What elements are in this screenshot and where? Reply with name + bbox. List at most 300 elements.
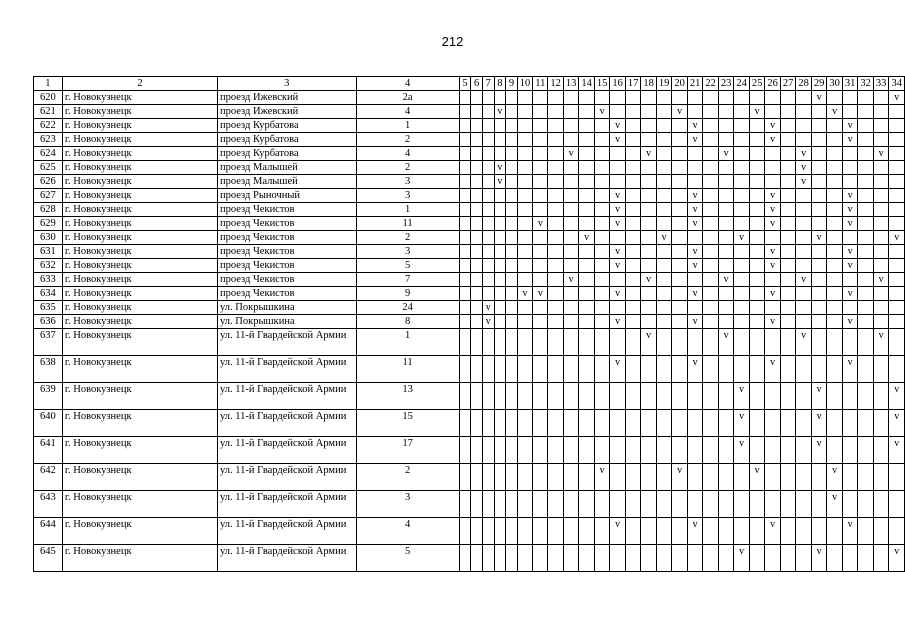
mark-cell [672,383,688,410]
row-number: 627 [34,189,63,203]
mark-cell [517,301,533,315]
mark-cell [533,119,548,133]
mark-cell [827,410,843,437]
mark-cell [459,105,471,119]
mark-cell [718,203,734,217]
mark-cell [889,161,905,175]
table-row [34,133,905,147]
mark-cell [656,315,672,329]
mark-cell [533,315,548,329]
mark-cell [471,259,483,273]
mark-cell [749,161,765,175]
mark-cell-checked: v [718,147,734,161]
mark-cell [594,133,610,147]
mark-cell [625,464,641,491]
city-cell: г. Новокузнецк [62,203,217,217]
mark-cell [494,245,506,259]
mark-cell [459,545,471,572]
mark-cell [471,175,483,189]
mark-cell [687,175,703,189]
row-number: 644 [34,518,63,545]
mark-cell [625,105,641,119]
mark-cell [471,545,483,572]
mark-cell [858,161,874,175]
mark-cell [579,410,595,437]
mark-cell [579,91,595,105]
mark-cell [656,491,672,518]
mark-cell [506,231,518,245]
mark-cell [494,287,506,301]
mark-cell [672,259,688,273]
mark-cell [734,287,750,301]
mark-cell [749,91,765,105]
mark-cell [656,147,672,161]
table-row [34,259,905,273]
mark-cell [765,105,781,119]
house-cell: 2а [356,91,459,105]
mark-cell [827,119,843,133]
mark-cell [594,315,610,329]
city-cell: г. Новокузнецк [62,545,217,572]
mark-cell [494,383,506,410]
street-cell: проезд Чекистов [218,287,357,301]
mark-cell [506,273,518,287]
mark-cell [827,287,843,301]
mark-cell [548,287,564,301]
mark-cell [548,329,564,356]
mark-cell [889,217,905,231]
mark-cell [506,301,518,315]
mark-cell [482,119,494,133]
mark-cell [579,464,595,491]
mark-cell [548,545,564,572]
mark-cell [780,329,796,356]
mark-cell-checked: v [889,231,905,245]
mark-cell [703,329,719,356]
mark-cell [827,518,843,545]
mark-cell [718,491,734,518]
mark-cell [563,287,579,301]
mark-cell [656,245,672,259]
mark-cell [563,315,579,329]
mark-cell [517,315,533,329]
mark-cell [610,91,626,105]
mark-cell [641,231,657,245]
mark-cell [811,203,827,217]
mark-cell [734,133,750,147]
mark-cell [749,203,765,217]
mark-cell [718,301,734,315]
mark-cell [873,217,889,231]
mark-cell [796,356,812,383]
mark-cell [563,105,579,119]
mark-cell [827,545,843,572]
mark-cell [827,189,843,203]
mark-cell [594,161,610,175]
mark-cell [749,259,765,273]
mark-cell-checked: v [749,105,765,119]
mark-cell [889,464,905,491]
mark-cell [625,245,641,259]
mark-cell-checked: v [594,105,610,119]
mark-cell [579,161,595,175]
mark-cell [858,518,874,545]
mark-cell-checked: v [765,315,781,329]
street-cell: проезд Чекистов [218,203,357,217]
header-cell-32: 32 [858,77,874,91]
mark-cell [533,231,548,245]
mark-cell-checked: v [641,147,657,161]
mark-cell [796,217,812,231]
mark-cell [459,259,471,273]
city-cell: г. Новокузнецк [62,161,217,175]
mark-cell [889,245,905,259]
mark-cell [718,287,734,301]
mark-cell [579,147,595,161]
row-number: 622 [34,119,63,133]
mark-cell [517,329,533,356]
mark-cell [625,356,641,383]
mark-cell [482,356,494,383]
mark-cell-checked: v [687,217,703,231]
mark-cell [889,491,905,518]
header-cell-22: 22 [703,77,719,91]
mark-cell [548,259,564,273]
mark-cell [811,273,827,287]
header-cell-29: 29 [811,77,827,91]
mark-cell [459,491,471,518]
mark-cell [796,315,812,329]
mark-cell [548,356,564,383]
mark-cell [594,259,610,273]
mark-cell [703,91,719,105]
mark-cell-checked: v [842,259,858,273]
mark-cell [506,410,518,437]
mark-cell [641,356,657,383]
mark-cell [672,119,688,133]
mark-cell [873,203,889,217]
mark-cell-checked: v [842,189,858,203]
house-cell: 3 [356,175,459,189]
mark-cell [703,259,719,273]
street-cell: проезд Малышей [218,161,357,175]
mark-cell [563,491,579,518]
mark-cell [548,315,564,329]
mark-cell [579,287,595,301]
mark-cell [796,231,812,245]
mark-cell [471,231,483,245]
mark-cell-checked: v [563,147,579,161]
mark-cell [873,105,889,119]
mark-cell [656,161,672,175]
mark-cell [718,105,734,119]
mark-cell-checked: v [811,545,827,572]
table-row [34,189,905,203]
mark-cell-checked: v [842,287,858,301]
mark-cell [765,437,781,464]
mark-cell [494,329,506,356]
mark-cell [641,259,657,273]
mark-cell [811,119,827,133]
mark-cell [749,545,765,572]
mark-cell [548,437,564,464]
mark-cell [482,273,494,287]
mark-cell [517,91,533,105]
mark-cell [780,518,796,545]
mark-cell-checked: v [765,518,781,545]
mark-cell [718,245,734,259]
table-row [34,301,905,315]
header-cell-5: 5 [459,77,471,91]
mark-cell [749,217,765,231]
mark-cell-checked: v [610,315,626,329]
mark-cell [687,329,703,356]
mark-cell [594,356,610,383]
mark-cell-checked: v [610,518,626,545]
mark-cell [718,119,734,133]
mark-cell [734,105,750,119]
mark-cell [548,231,564,245]
mark-cell [796,119,812,133]
mark-cell [579,545,595,572]
header-cell-34: 34 [889,77,905,91]
house-cell: 2 [356,231,459,245]
mark-cell [780,147,796,161]
mark-cell [734,518,750,545]
mark-cell [656,518,672,545]
mark-cell [889,315,905,329]
mark-cell [842,273,858,287]
mark-cell [548,518,564,545]
mark-cell [641,464,657,491]
house-cell: 2 [356,133,459,147]
mark-cell [703,301,719,315]
mark-cell [517,161,533,175]
mark-cell [780,231,796,245]
street-cell: проезд Курбатова [218,119,357,133]
mark-cell [749,329,765,356]
mark-cell [873,410,889,437]
table-row [34,119,905,133]
header-row [34,77,905,91]
mark-cell [842,105,858,119]
mark-cell [548,491,564,518]
mark-cell [610,161,626,175]
mark-cell [459,410,471,437]
mark-cell [459,161,471,175]
mark-cell [749,273,765,287]
city-cell: г. Новокузнецк [62,356,217,383]
mark-cell [687,161,703,175]
mark-cell [482,383,494,410]
mark-cell [459,329,471,356]
mark-cell [734,91,750,105]
mark-cell [459,203,471,217]
mark-cell [858,315,874,329]
mark-cell [594,91,610,105]
mark-cell [563,437,579,464]
city-cell: г. Новокузнецк [62,231,217,245]
mark-cell [796,383,812,410]
mark-cell [858,273,874,287]
mark-cell-checked: v [656,231,672,245]
mark-cell [780,383,796,410]
header-cell-25: 25 [749,77,765,91]
mark-cell [827,315,843,329]
mark-cell [548,91,564,105]
mark-cell [517,189,533,203]
mark-cell [889,175,905,189]
mark-cell [858,245,874,259]
mark-cell [827,217,843,231]
mark-cell [506,545,518,572]
mark-cell [471,119,483,133]
mark-cell [548,217,564,231]
mark-cell [579,133,595,147]
mark-cell [459,273,471,287]
mark-cell [506,383,518,410]
mark-cell [811,217,827,231]
house-cell: 13 [356,383,459,410]
mark-cell-checked: v [796,273,812,287]
street-cell: ул. Покрышкина [218,301,357,315]
mark-cell [579,518,595,545]
mark-cell [548,301,564,315]
header-cell-1: 1 [34,77,63,91]
mark-cell [548,175,564,189]
mark-cell-checked: v [687,259,703,273]
mark-cell [780,259,796,273]
mark-cell [889,329,905,356]
mark-cell [459,315,471,329]
mark-cell [471,410,483,437]
mark-cell [749,315,765,329]
mark-cell-checked: v [687,245,703,259]
mark-cell [494,119,506,133]
mark-cell [533,105,548,119]
mark-cell [734,259,750,273]
mark-cell [718,231,734,245]
mark-cell [889,273,905,287]
mark-cell [827,273,843,287]
mark-cell [563,245,579,259]
header-cell-30: 30 [827,77,843,91]
mark-cell [796,105,812,119]
mark-cell [517,356,533,383]
mark-cell [517,217,533,231]
mark-cell [517,245,533,259]
header-cell-19: 19 [656,77,672,91]
house-cell: 2 [356,464,459,491]
mark-cell [858,119,874,133]
street-cell: проезд Малышей [218,175,357,189]
mark-cell [610,105,626,119]
row-number: 633 [34,273,63,287]
mark-cell [703,518,719,545]
mark-cell [858,91,874,105]
mark-cell [842,464,858,491]
mark-cell [459,356,471,383]
mark-cell [533,383,548,410]
mark-cell [625,189,641,203]
city-cell: г. Новокузнецк [62,119,217,133]
mark-cell-checked: v [889,410,905,437]
row-number: 634 [34,287,63,301]
mark-cell [641,491,657,518]
mark-cell [765,147,781,161]
house-cell: 11 [356,356,459,383]
mark-cell-checked: v [827,464,843,491]
mark-cell [780,203,796,217]
table-row [34,147,905,161]
mark-cell [703,315,719,329]
mark-cell [533,437,548,464]
mark-cell [827,437,843,464]
mark-cell-checked: v [672,105,688,119]
header-cell-17: 17 [625,77,641,91]
mark-cell [579,356,595,383]
mark-cell [482,287,494,301]
mark-cell [672,161,688,175]
mark-cell [672,133,688,147]
header-cell-11: 11 [533,77,548,91]
header-cell-16: 16 [610,77,626,91]
city-cell: г. Новокузнецк [62,410,217,437]
mark-cell [749,410,765,437]
mark-cell [459,518,471,545]
mark-cell [471,437,483,464]
mark-cell [889,119,905,133]
mark-cell [703,437,719,464]
mark-cell [594,437,610,464]
mark-cell [656,287,672,301]
mark-cell [533,464,548,491]
table-row [34,91,905,105]
mark-cell [533,329,548,356]
mark-cell [842,410,858,437]
mark-cell [796,301,812,315]
house-cell: 1 [356,203,459,217]
mark-cell [656,301,672,315]
mark-cell [718,133,734,147]
house-cell: 5 [356,259,459,273]
mark-cell [459,175,471,189]
mark-cell [672,301,688,315]
mark-cell [656,189,672,203]
mark-cell-checked: v [610,203,626,217]
mark-cell [482,147,494,161]
mark-cell [796,203,812,217]
mark-cell [641,545,657,572]
row-number: 638 [34,356,63,383]
mark-cell [749,119,765,133]
mark-cell [672,287,688,301]
mark-cell [625,287,641,301]
house-cell: 24 [356,301,459,315]
mark-cell [533,356,548,383]
mark-cell [471,287,483,301]
house-cell: 3 [356,189,459,203]
mark-cell [506,518,518,545]
mark-cell [873,315,889,329]
mark-cell-checked: v [842,119,858,133]
mark-cell [579,437,595,464]
mark-cell-checked: v [842,245,858,259]
mark-cell [494,545,506,572]
mark-cell [494,91,506,105]
row-number: 645 [34,545,63,572]
header-cell-10: 10 [517,77,533,91]
